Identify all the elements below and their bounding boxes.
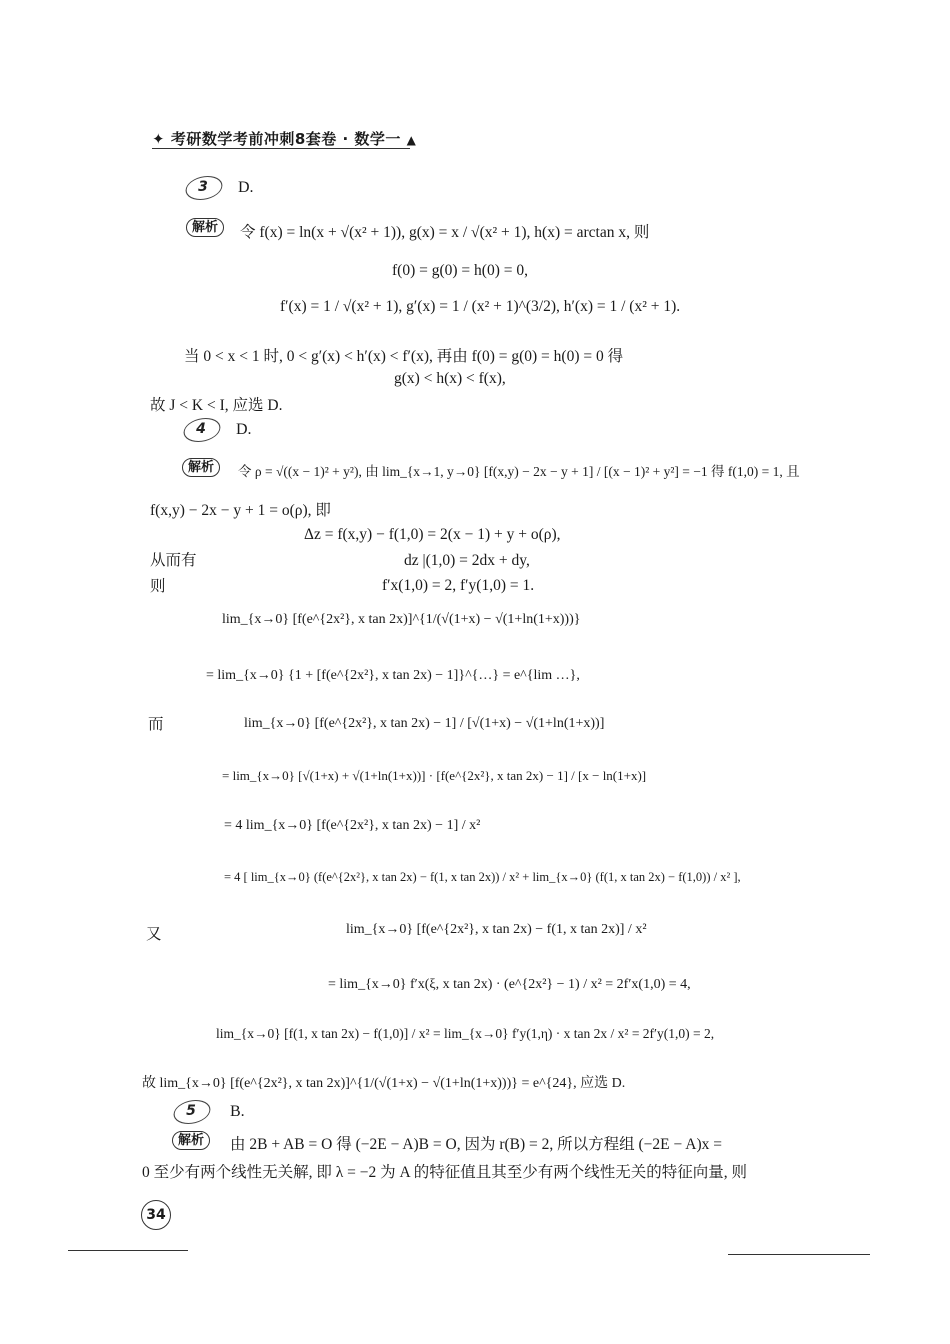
solution-line: 从而有 (150, 552, 197, 569)
page-number: 34 (141, 1200, 171, 1230)
analysis-tag: 解析 (182, 458, 220, 477)
problem-answer: B. (230, 1103, 245, 1120)
header-star-icon: ✦ (152, 130, 166, 148)
solution-line: 令 f(x) = ln(x + √(x² + 1)), g(x) = x / √(x² + 1), h(x) = arctan x, 则 (240, 224, 650, 241)
analysis-tag: 解析 (172, 1131, 210, 1150)
solution-line: dz |(1,0) = 2dx + dy, (404, 552, 530, 569)
solution-line: 故 lim_{x→0} [f(e^{2x²}, x tan 2x)]^{1/(√(1+x) − √(1+ln(1+x)))} = e^{24}, 应选 D. (142, 1076, 626, 1091)
solution-line: 令 ρ = √((x − 1)² + y²), 由 lim_{x→1, y→0} [f(x,y) − 2x − y + 1] / [(x − 1)² + y²] = −1 得 f(1,0) = 1, 且 (238, 464, 800, 479)
analysis-tag: 解析 (186, 218, 224, 237)
header-mountain-icon: ▲ (406, 133, 417, 147)
header-title: 考研数学考前冲刺8套卷 · 数学一 (170, 130, 401, 148)
problem-answer: D. (238, 179, 254, 196)
solution-line: f′x(1,0) = 2, f′y(1,0) = 1. (382, 577, 535, 594)
problem-number-badge: 4 (186, 420, 216, 438)
solution-line: lim_{x→0} [f(e^{2x²}, x tan 2x)]^{1/(√(1+x) − √(1+ln(1+x)))} (222, 612, 581, 627)
solution-line: = lim_{x→0} f′x(ξ, x tan 2x) · (e^{2x²} − 1) / x² = 2f′x(1,0) = 4, (328, 977, 691, 992)
solution-line: = lim_{x→0} [√(1+x) + √(1+ln(1+x))] · [f(e^{2x²}, x tan 2x) − 1] / [x − ln(1+x)] (222, 768, 647, 783)
solution-line: lim_{x→0} [f(e^{2x²}, x tan 2x) − f(1, x tan 2x)] / x² (346, 922, 647, 937)
running-header (152, 128, 416, 149)
solution-line: lim_{x→0} [f(e^{2x²}, x tan 2x) − 1] / [√(1+x) − √(1+ln(1+x))] (244, 716, 605, 731)
solution-line: g(x) < h(x) < f(x), (394, 370, 506, 387)
header-rule (152, 148, 410, 149)
solution-line: Δz = f(x,y) − f(1,0) = 2(x − 1) + y + o(ρ), (304, 526, 561, 543)
problem-answer: D. (236, 421, 252, 438)
solution-line: f(0) = g(0) = h(0) = 0, (392, 262, 528, 279)
solution-line: = 4 [ lim_{x→0} (f(e^{2x²}, x tan 2x) − f(1, x tan 2x)) / x² + lim_{x→0} (f(1, x tan 2x) − f(1,0)) / x² ], (224, 870, 741, 884)
solution-line: = lim_{x→0} {1 + [f(e^{2x²}, x tan 2x) − 1]}^{…} = e^{lim …}, (206, 668, 580, 683)
solution-line: 又 (146, 926, 162, 943)
bottom-rule-left (68, 1250, 188, 1251)
solution-line: 而 (148, 716, 164, 733)
solution-line: 故 J < K < I, 应选 D. (150, 397, 283, 414)
bottom-rule-right (728, 1254, 870, 1255)
solution-line: f(x,y) − 2x − y + 1 = o(ρ), 即 (150, 502, 331, 519)
solution-line: 当 0 < x < 1 时, 0 < g′(x) < h′(x) < f′(x), 再由 f(0) = g(0) = h(0) = 0 得 (184, 348, 624, 365)
solution-line: 由 2B + AB = O 得 (−2E − A)B = O, 因为 r(B) = 2, 所以方程组 (−2E − A)x = (230, 1136, 722, 1153)
solution-line: 0 至少有两个线性无关解, 即 λ = −2 为 A 的特征值且其至少有两个线性无关的特征向量, 则 (142, 1164, 747, 1181)
solution-line: = 4 lim_{x→0} [f(e^{2x²}, x tan 2x) − 1] / x² (224, 818, 481, 833)
solution-line: lim_{x→0} [f(1, x tan 2x) − f(1,0)] / x² = lim_{x→0} f′y(1,η) · x tan 2x / x² = 2f′y(1,0) = 2, (216, 1026, 715, 1041)
solution-line: 则 (150, 578, 166, 595)
problem-number-badge: 5 (176, 1102, 206, 1120)
problem-number-badge: 3 (188, 178, 218, 196)
solution-line: f′(x) = 1 / √(x² + 1), g′(x) = 1 / (x² + 1)^(3/2), h′(x) = 1 / (x² + 1). (280, 298, 681, 315)
